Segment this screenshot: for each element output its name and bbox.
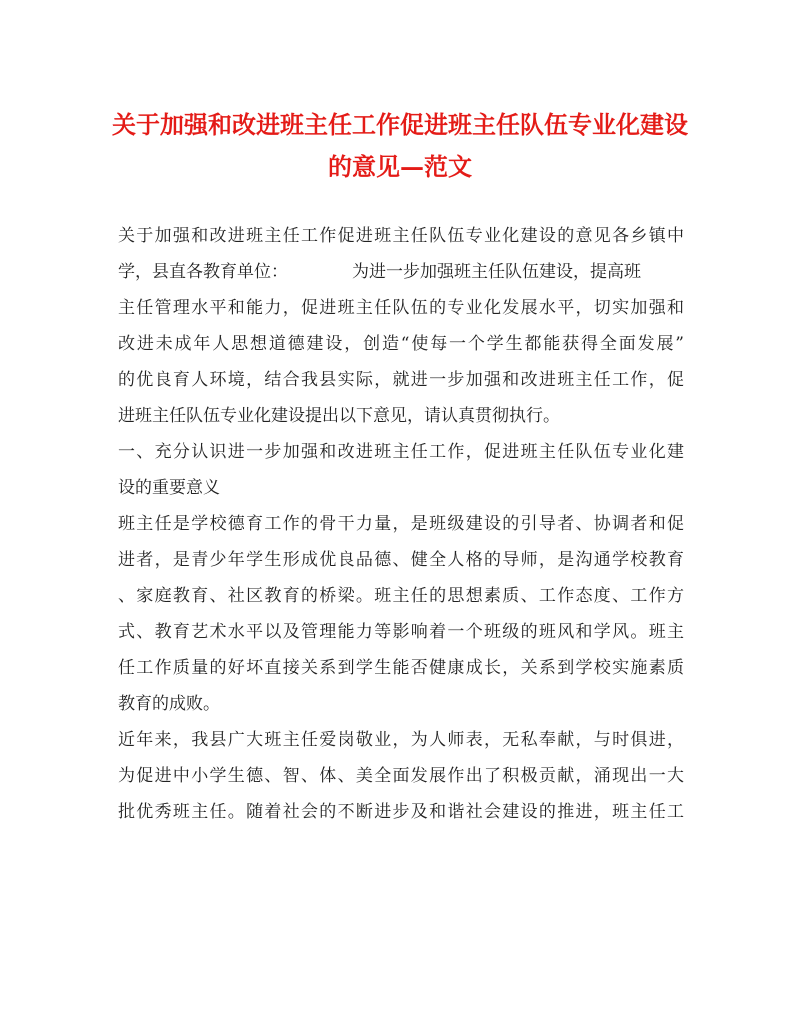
title-line-2: 的意见—范文 — [328, 152, 472, 181]
body-line: 的优良育人环境，结合我县实际，就进一步加强和改进班主任工作，促 — [118, 370, 684, 390]
document-title — [100, 104, 700, 188]
body-line: 主任管理水平和能力，促进班主任队伍的专业化发展水平，切实加强和 — [118, 298, 684, 318]
title-line-1: 关于加强和改进班主任工作促进班主任队伍专业化建设 — [112, 110, 688, 139]
body-line: 关于加强和改进班主任工作促进班主任队伍专业化建设的意见各乡镇中 — [118, 226, 684, 246]
body-line-part: 为进一步加强班主任队伍建设，提高班 — [352, 262, 641, 282]
body-line-part: 学，县直各教育单位： — [118, 262, 288, 282]
document-body — [118, 218, 684, 830]
body-line: 近年来，我县广大班主任爱岗敬业，为人师表，无私奉献，与时俱进， — [118, 730, 684, 750]
body-line — [118, 254, 684, 290]
body-line: 批优秀班主任。随着社会的不断进步及和谐社会建设的推进，班主任工 — [118, 802, 684, 822]
body-line: 式、教育艺术水平以及管理能力等影响着一个班级的班风和学风。班主 — [118, 622, 684, 642]
section-heading-line: 设的重要意义 — [118, 478, 220, 498]
section-heading-line: 一、充分认识进一步加强和改进班主任工作，促进班主任队伍专业化建 — [118, 442, 684, 462]
body-line: 任工作质量的好坏直接关系到学生能否健康成长，关系到学校实施素质 — [118, 658, 684, 678]
body-line: 、家庭教育、社区教育的桥梁。班主任的思想素质、工作态度、工作方 — [118, 586, 684, 606]
body-line: 班主任是学校德育工作的骨干力量，是班级建设的引导者、协调者和促 — [118, 514, 684, 534]
body-line: 教育的成败。 — [118, 694, 220, 714]
body-line: 为促进中小学生德、智、体、美全面发展作出了积极贡献，涌现出一大 — [118, 766, 684, 786]
body-line: 进班主任队伍专业化建设提出以下意见，请认真贯彻执行。 — [118, 406, 560, 426]
body-line: 进者，是青少年学生形成优良品德、健全人格的导师，是沟通学校教育 — [118, 550, 684, 570]
body-line: 改进未成年人思想道德建设，创造“使每一个学生都能获得全面发展” — [118, 334, 684, 354]
